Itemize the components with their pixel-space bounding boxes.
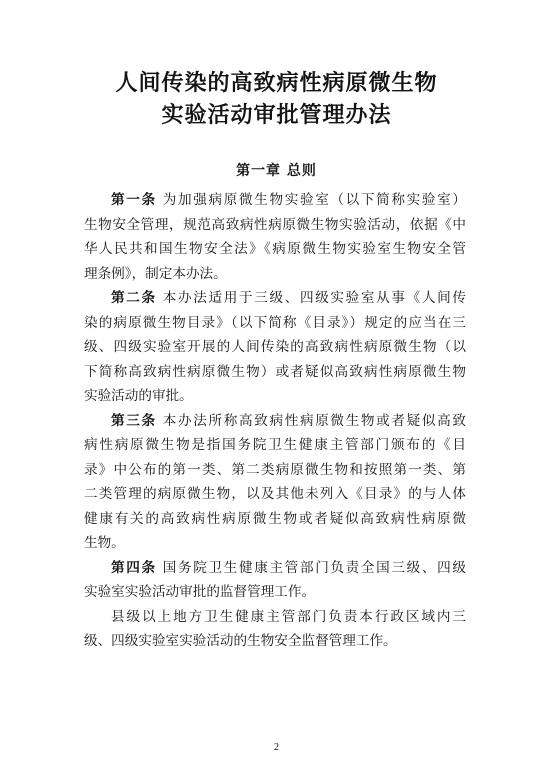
line-text: 生物。 [84,535,125,551]
paragraph-line [84,507,466,532]
article-first-line [84,286,466,311]
line-text: 健康有关的高致病性病原微生物或者疑似高致病性病原微 [84,510,466,527]
page-number: 2 [274,742,279,753]
article-first-line [84,556,466,581]
paragraph-line [84,580,466,605]
line-text: 国务院卫生健康主管部门负责全国三级、四级 [156,559,466,576]
line-text: 二类管理的病原微生物，以及其他未列入《目录》的与人体 [84,486,466,502]
paragraph-line [84,531,466,556]
line-text: 实验活动的审批。 [84,388,193,404]
article-first-line [84,409,466,434]
document-title-line-1: 人间传染的高致病性病原微生物 [115,70,438,96]
line-text: 华人民共和国生物安全法》《病原微生物实验室生物安全管 [84,241,466,257]
line-text: 录》中公布的第一类、第二类病原微生物和按照第一类、第 [84,461,466,478]
line-text: 本办法适用于三级、四级实验室从事《人间传 [156,290,466,306]
paragraph-line [84,335,466,360]
line-text: 下简称高致病性病原微生物）或者疑似高致病性病原微生物 [84,363,466,380]
paragraph-line [84,629,466,654]
document-body [84,188,466,654]
paragraph-line [84,482,466,507]
paragraph-line [84,237,466,262]
paragraph-line [84,458,466,483]
paragraph-line [84,311,466,336]
paragraph-line [84,262,466,287]
paragraph-line [84,384,466,409]
line-text: 级、四级实验室实验活动的生物安全监督管理工作。 [84,633,397,649]
article-number: 第一条 [111,192,157,208]
line-text: 本办法所称高致病性病原微生物或者疑似高致 [156,412,466,429]
article-number: 第二条 [111,290,157,306]
chapter-heading: 第一章 总则 [236,163,317,179]
paragraph-line [84,360,466,385]
paragraph-line [84,605,466,630]
line-text: 理条例》，制定本办法。 [84,265,227,282]
article-first-line [84,188,466,213]
line-text: 实验室实验活动审批的监督管理工作。 [84,584,316,600]
line-text: 染的病原微生物目录》（以下简称《目录》）规定的应当在三 [84,314,466,331]
article-number: 第四条 [111,559,157,576]
document-title-line-2: 实验活动审批管理办法 [161,102,392,128]
line-text: 病性病原微生物是指国务院卫生健康主管部门颁布的《目 [84,437,466,453]
article-number: 第三条 [111,412,157,429]
paragraph-line [84,433,466,458]
paragraph-line [84,213,466,238]
line-text: 县级以上地方卫生健康主管部门负责本行政区域内三 [111,608,466,625]
line-text: 为加强病原微生物实验室（以下简称实验室） [156,192,466,208]
line-text: 生物安全管理，规范高致病性病原微生物实验活动，依据《中 [84,216,466,233]
line-text: 级、四级实验室开展的人间传染的高致病性病原微生物（以 [84,339,466,355]
